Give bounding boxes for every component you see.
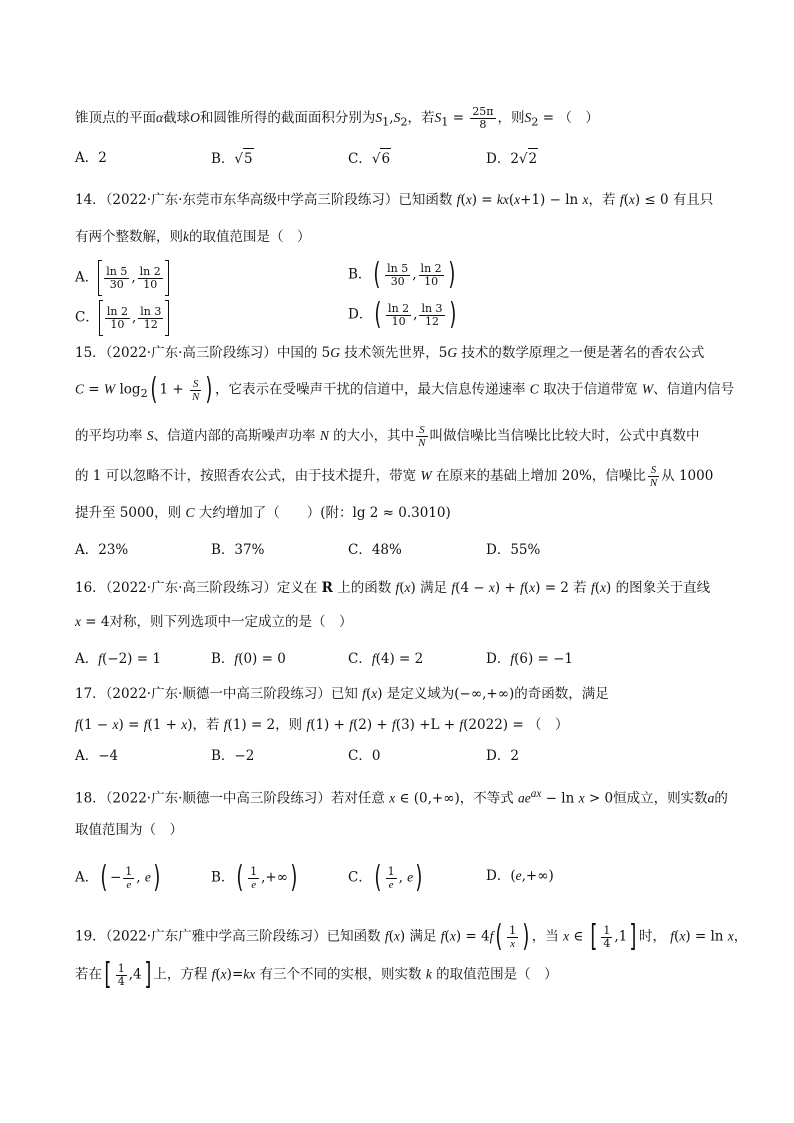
q17-option-d: D．2: [486, 748, 519, 764]
q14-stem-line2: 有两个整数解，则k的取值范围是（ ）: [75, 229, 311, 245]
q17-stem-line2: f(1 − x) = f(1 + x)，若 f(1) = 2，则 f(1) + f(2) + f(3) +L + f(2022) = （ ）: [75, 717, 569, 733]
q18-option-c: C．( $\frac{1}{e}$ , e): [348, 860, 423, 895]
q13-stem: 锥顶点的平面α截球O和圆锥所得的截面面积分别为$S_1,S_2$，若$S_1$ = $\frac{25\pi}{8}$ ，则$S_2$ = （ ）: [75, 105, 599, 131]
q17-option-c: C．0: [348, 748, 381, 764]
q14-option-b: B．( $\frac{\ln 5}{30}$ , $\frac{\ln 2}{10}$ ): [348, 257, 456, 292]
q15-stem-line1: 15．（2022·广东·高三阶段练习）中国的 5G 技术领先世界，5G 技术的数学原理之一便是著名的香农公式: [75, 345, 705, 361]
q17-option-b: B．−2: [211, 748, 255, 764]
q13-option-a: A．2: [75, 150, 107, 166]
q14-option-a: A． $\frac{\ln 5}{30}$ , $\frac{\ln 2}{10}$: [75, 260, 169, 296]
q16-stem-line2: x = 4对称，则下列选项中一定成立的是（ ）: [75, 614, 353, 630]
q16-option-b: B．f(0) = 0: [211, 651, 286, 667]
q18-option-b: B．( $\frac{1}{e}$ ,+∞): [211, 860, 298, 895]
q14-option-c: C． $\frac{\ln 2}{10}$ , $\frac{\ln 3}{12}$: [75, 300, 169, 336]
q15-stem-line5: 提升至 5000，则 C 大约增加了（ ）(附：lg 2 ≈ 0.3010): [75, 505, 451, 521]
q13-option-d: D．2√2: [486, 148, 538, 169]
q15-option-d: D．55%: [486, 542, 541, 558]
q13-option-c: C．√6: [348, 148, 391, 169]
q15-stem-line2: C = W $\log_2$( 1 + $\frac{S}{N}$ ) ，它表示在受噪声干扰的信道中，最大信息传递速率 C 取决于信道带宽 W、信道内信号: [75, 372, 735, 407]
q17-option-a: A．−4: [75, 748, 119, 764]
q17-stem-line1: 17．（2022·广东·顺德一中高三阶段练习）已知 f(x) 是定义域为(−∞,+∞)的奇函数，满足: [75, 686, 609, 702]
q14-stem-line1: 14．（2022·广东·东莞市东华高级中学高三阶段练习）已知函数 f(x) = kx(x+1) − ln x，若 f(x) ≤ 0 有且只: [75, 192, 714, 208]
q15-option-a: A．23%: [75, 542, 129, 558]
q16-option-c: C．f(4) = 2: [348, 651, 424, 667]
q18-option-d: D．(e,+∞): [486, 868, 554, 884]
q16-stem-line1: 16．（2022·广东·高三阶段练习）定义在 R 上的函数 f(x) 满足 f(4 − x) + f(x) = 2 若 f(x) 的图象关于直线: [75, 580, 711, 596]
q19-stem-line1: 19．（2022·广东广雅中学高三阶段练习）已知函数 f(x) 满足 f(x) = 4f( $\frac{1}{x}$ ) ，当 x ∈ [ $\frac{1}{4}$ ,1] 时， f(x) = ln x，: [75, 919, 748, 954]
q14-option-d: D．( $\frac{\ln 2}{10}$ , $\frac{\ln 3}{12}$ ): [348, 297, 456, 332]
q13-option-b: B．√5: [211, 148, 254, 169]
q15-option-b: B．37%: [211, 542, 265, 558]
q18-stem-line2: 取值范围为（ ）: [75, 822, 183, 838]
q19-stem-line2: 若在[ $\frac{1}{4}$ ,4] 上，方程 f(x)=kx 有三个不同的实根，则实数 k 的取值范围是（ ）: [75, 957, 558, 992]
q15-option-c: C．48%: [348, 542, 402, 558]
q16-option-a: A．f(−2) = 1: [75, 651, 161, 667]
q15-stem-line3: 的平均功率 S、信道内部的高斯噪声功率 N 的大小，其中 $\frac{S}{N}$ 叫做信噪比当信噪比比较大时，公式中真数中: [75, 424, 700, 449]
q18-stem-line1: 18．（2022·广东·顺德一中高三阶段练习）若对任意 x ∈ (0,+∞)，不等式 $ae^{ax} - \ln x > 0$恒成立，则实数a的: [75, 788, 728, 807]
q15-stem-line4: 的 1 可以忽略不计，按照香农公式，由于技术提升，带宽 W 在原来的基础上增加 20%，信噪比 $\frac{S}{N}$ 从 1000: [75, 464, 714, 489]
q18-option-a: A．( − $\frac{1}{e}$ , e): [75, 860, 161, 895]
q16-option-d: D．f(6) = −1: [486, 651, 574, 667]
